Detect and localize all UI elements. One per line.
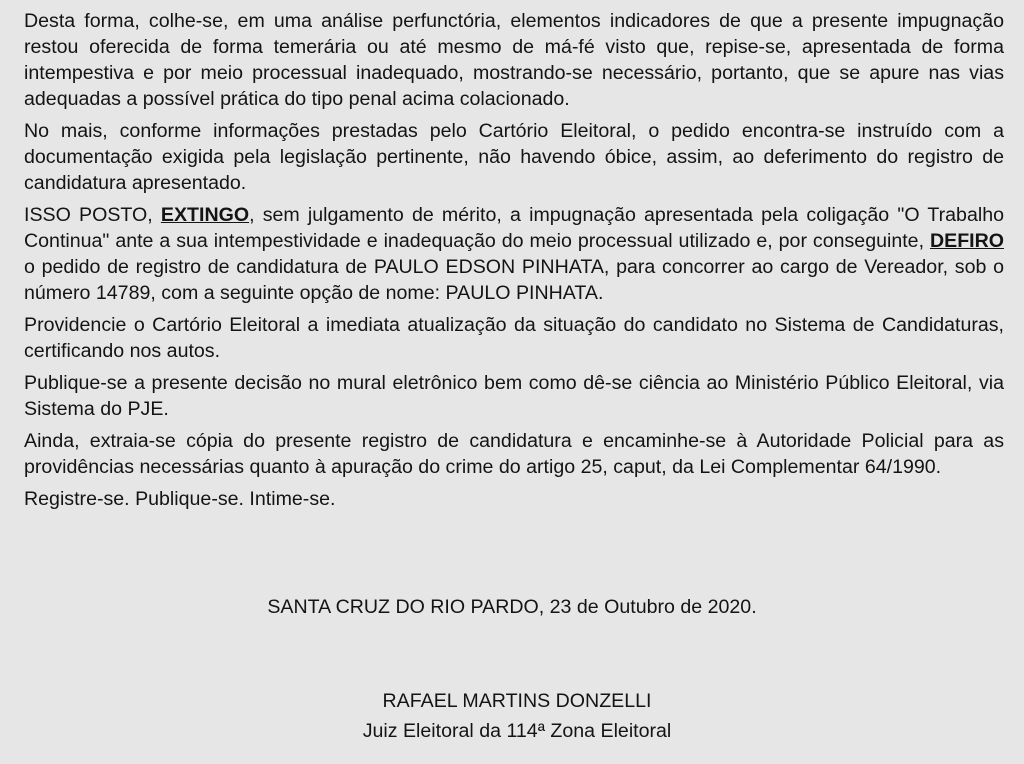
paragraph-extraia: Ainda, extraia-se cópia do presente registro de candidatura e encaminhe-se à Autoridade Policial para as providências necessárias quanto à apuração do crime do artigo 25, caput, da Lei Complementar 64/1990.	[24, 430, 1004, 478]
paragraph-impugnacao-analise: Desta forma, colhe-se, em uma análise perfunctória, elementos indicadores de que a presente impugnação restou oferecida de forma temerária ou até mesmo de má-fé visto que, repise-se, apresentada de forma intempestiva e por meio processual inadequado, mostrando-se necessário, portanto, que se apure nas vias adequadas a possível prática do tipo penal acima colacionado.	[24, 10, 1004, 110]
dispositivo-middle: , sem julgamento de mérito, a impugnação apresentada pela coligação "O Trabalho Continua" ante a sua intempestividade e inadequação do meio processual utilizado e, por conseguinte,	[24, 204, 1005, 252]
extingo-keyword: EXTINGO	[160, 204, 250, 226]
dispositivo-end: o pedido de registro de candidatura de PAULO EDSON PINHATA, para concorrer ao cargo de Vereador, sob o número 14789, com a seguinte opção de nome: PAULO PINHATA.	[24, 256, 1004, 304]
judge-role: Juiz Eleitoral da 114ª Zona Eleitoral	[362, 720, 672, 742]
paragraph-registre: Registre-se. Publique-se. Intime-se.	[24, 488, 336, 510]
place-and-date: SANTA CRUZ DO RIO PARDO, 23 de Outubro de 2020.	[267, 596, 757, 618]
paragraph-dispositivo	[24, 202, 1004, 306]
dispositivo-intro: ISSO POSTO,	[24, 204, 161, 226]
paragraph-publique: Publique-se a presente decisão no mural eletrônico bem como dê-se ciência ao Ministério Público Eleitoral, via Sistema do PJE.	[24, 372, 1004, 420]
paragraph-documentacao: No mais, conforme informações prestadas pelo Cartório Eleitoral, o pedido encontra-se instruído com a documentação exigida pela legislação pertinente, não havendo óbice, assim, ao deferimento do registro de candidatura apresentado.	[24, 120, 1004, 194]
defiro-keyword: DEFIRO	[929, 230, 1004, 252]
judge-name: RAFAEL MARTINS DONZELLI	[382, 690, 652, 712]
document-body	[24, 8, 1004, 518]
paragraph-providencie: Providencie o Cartório Eleitoral a imediata atualização da situação do candidato no Sistema de Candidaturas, certificando nos autos.	[24, 314, 1004, 362]
